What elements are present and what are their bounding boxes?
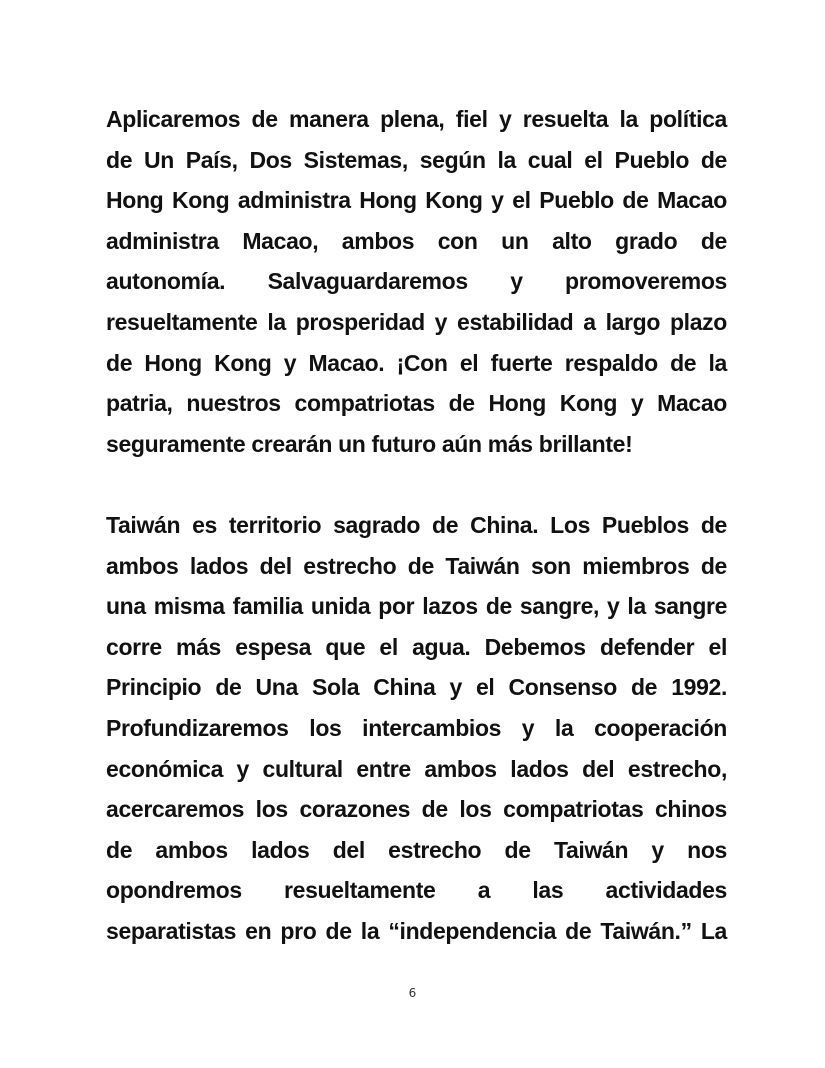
text-line: ambos lados del estrecho de Taiwán son miembros de xyxy=(106,552,727,579)
text-line: separatistas en pro de la “independencia de Taiwán.” La xyxy=(106,917,727,944)
text-line: una misma familia unida por lazos de sangre, y la sangre xyxy=(106,593,727,620)
text-line: Principio de Una Sola China y el Consenso de 1992. xyxy=(106,674,727,701)
text-line: opondremos resueltamente a las actividades xyxy=(106,877,727,904)
text-line: Taiwán es territorio sagrado de China. Los Pueblos de xyxy=(106,512,727,538)
text-line: patria, nuestros compatriotas de Hong Kong y Macao xyxy=(106,390,727,417)
page-number: 6 xyxy=(408,986,417,1000)
text-line: de Un País, Dos Sistemas, según la cual el Pueblo de xyxy=(106,146,727,173)
text-line: corre más espesa que el agua. Debemos defender el xyxy=(106,633,727,660)
paragraph-taiwan xyxy=(106,505,727,952)
text-line: de Hong Kong y Macao. ¡Con el fuerte respaldo de la xyxy=(106,349,727,376)
text-line: seguramente crearán un futuro aún más brillante! xyxy=(106,430,633,457)
text-line: económica y cultural entre ambos lados del estrecho, xyxy=(106,755,727,782)
text-line: resueltamente la prosperidad y estabilidad a largo plazo xyxy=(106,308,727,335)
text-line: administra Macao, ambos con un alto grado de xyxy=(106,227,727,254)
text-line: autonomía. Salvaguardaremos y promoveremos xyxy=(106,268,727,295)
text-line: acercaremos los corazones de los compatriotas chinos xyxy=(106,796,727,823)
paragraph-hong-kong-macao xyxy=(106,99,727,464)
text-line: Hong Kong administra Hong Kong y el Pueblo de Macao xyxy=(106,187,727,214)
text-line: Aplicaremos de manera plena, fiel y resuelta la política xyxy=(106,106,727,132)
text-line: de ambos lados del estrecho de Taiwán y nos xyxy=(106,836,727,863)
text-line: Profundizaremos los intercambios y la cooperación xyxy=(106,714,727,741)
